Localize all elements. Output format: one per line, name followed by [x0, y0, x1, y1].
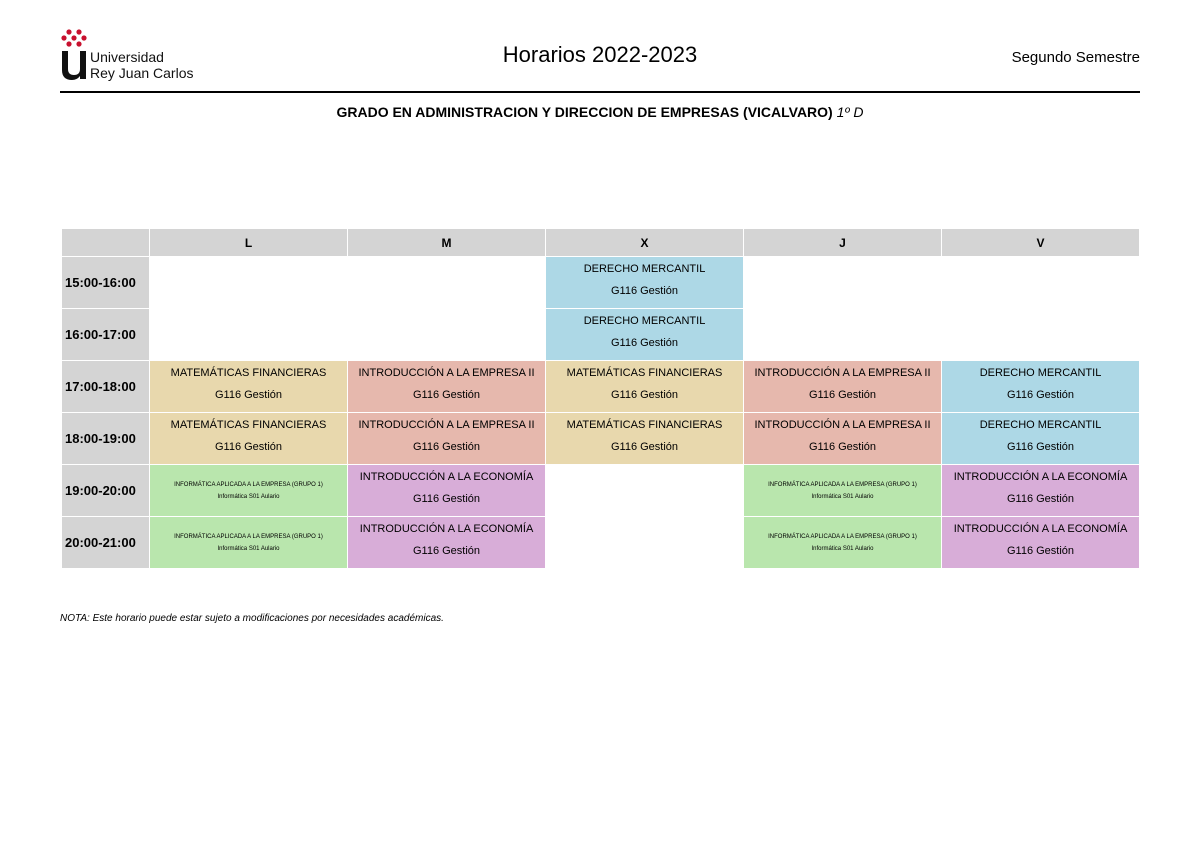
- room-name: G116 Gestión: [412, 441, 481, 453]
- room-name: G116 Gestión: [412, 493, 481, 505]
- course-name: INTRODUCCIÓN A LA EMPRESA II: [754, 367, 931, 379]
- class-cell-content: [744, 466, 941, 515]
- class-cell: [744, 517, 942, 569]
- class-cell: [546, 361, 744, 413]
- class-cell-content: [348, 362, 545, 411]
- course-name: INTRODUCCIÓN A LA ECONOMÍA: [953, 471, 1128, 483]
- day-header: J: [744, 229, 942, 257]
- class-cell: [150, 413, 348, 465]
- class-cell-content: [744, 518, 941, 567]
- university-name-line2: Rey Juan Carlos: [90, 65, 194, 81]
- course-name: DERECHO MERCANTIL: [979, 367, 1102, 379]
- class-cell: [942, 361, 1140, 413]
- course-name: INTRODUCCIÓN A LA ECONOMÍA: [359, 471, 534, 483]
- room-name: Informática S01 Aulario: [217, 546, 280, 552]
- time-slot-label: 19:00-20:00: [62, 465, 150, 517]
- schedule-header-row: [62, 229, 1140, 257]
- room-name: G116 Gestión: [610, 389, 679, 401]
- degree-group: 1º D: [836, 104, 864, 120]
- class-cell-content: [150, 362, 347, 411]
- schedule-row: [62, 413, 1140, 465]
- course-name: INTRODUCCIÓN A LA ECONOMÍA: [359, 523, 534, 535]
- class-cell: [348, 413, 546, 465]
- class-cell: [744, 465, 942, 517]
- empty-cell: [744, 257, 942, 309]
- time-slot-label: 20:00-21:00: [62, 517, 150, 569]
- schedule-row: [62, 361, 1140, 413]
- schedule-row: [62, 257, 1140, 309]
- header-divider: [60, 91, 1140, 93]
- day-header: M: [348, 229, 546, 257]
- class-cell-content: [348, 414, 545, 463]
- class-cell: [942, 465, 1140, 517]
- room-name: G116 Gestión: [1006, 389, 1075, 401]
- schedule-row: [62, 517, 1140, 569]
- class-cell-content: [744, 362, 941, 411]
- schedule-row: [62, 465, 1140, 517]
- time-slot-label: 17:00-18:00: [62, 361, 150, 413]
- room-name: Informática S01 Aulario: [217, 494, 280, 500]
- course-name: MATEMÁTICAS FINANCIERAS: [566, 419, 723, 431]
- course-name: MATEMÁTICAS FINANCIERAS: [170, 419, 327, 431]
- class-cell-content: [744, 414, 941, 463]
- room-name: G116 Gestión: [1006, 441, 1075, 453]
- empty-cell: [546, 517, 744, 569]
- course-name: INFORMÁTICA APLICADA A LA EMPRESA (GRUPO 1): [174, 534, 323, 540]
- room-name: G116 Gestión: [610, 285, 679, 297]
- day-header: X: [546, 229, 744, 257]
- empty-cell: [150, 257, 348, 309]
- schedule-note: NOTA: Este horario puede estar sujeto a modificaciones por necesidades académicas.: [60, 613, 444, 624]
- empty-cell: [942, 257, 1140, 309]
- empty-cell: [546, 465, 744, 517]
- class-cell: [546, 413, 744, 465]
- class-cell: [744, 361, 942, 413]
- time-slot-label: 16:00-17:00: [62, 309, 150, 361]
- degree-name: GRADO EN ADMINISTRACION Y DIRECCION DE EMPRESAS (VICALVARO): [336, 104, 833, 120]
- course-name: MATEMÁTICAS FINANCIERAS: [566, 367, 723, 379]
- university-name-line1: Universidad: [90, 49, 164, 65]
- day-header: V: [942, 229, 1140, 257]
- class-cell-content: [546, 258, 743, 307]
- class-cell: [942, 413, 1140, 465]
- course-name: DERECHO MERCANTIL: [583, 263, 706, 275]
- course-name: MATEMÁTICAS FINANCIERAS: [170, 367, 327, 379]
- class-cell: [150, 465, 348, 517]
- class-cell-content: [546, 414, 743, 463]
- room-name: G116 Gestión: [412, 545, 481, 557]
- course-name: INTRODUCCIÓN A LA EMPRESA II: [358, 419, 535, 431]
- room-name: Informática S01 Aulario: [811, 494, 874, 500]
- empty-cell: [348, 309, 546, 361]
- class-cell: [348, 465, 546, 517]
- schedule-table: [61, 228, 1140, 569]
- room-name: G116 Gestión: [808, 441, 877, 453]
- class-cell: [942, 517, 1140, 569]
- class-cell-content: [942, 414, 1139, 463]
- room-name: G116 Gestión: [1006, 493, 1075, 505]
- class-cell-content: [348, 466, 545, 515]
- empty-cell: [744, 309, 942, 361]
- class-cell-content: [150, 466, 347, 515]
- course-name: INTRODUCCIÓN A LA EMPRESA II: [358, 367, 535, 379]
- class-cell: [150, 517, 348, 569]
- semester-label: Segundo Semestre: [1011, 49, 1140, 66]
- class-cell-content: [942, 466, 1139, 515]
- class-cell-content: [150, 518, 347, 567]
- class-cell: [348, 517, 546, 569]
- course-name: DERECHO MERCANTIL: [583, 315, 706, 327]
- class-cell: [546, 309, 744, 361]
- room-name: G116 Gestión: [214, 389, 283, 401]
- class-cell-content: [546, 362, 743, 411]
- course-name: INTRODUCCIÓN A LA EMPRESA II: [754, 419, 931, 431]
- class-cell-content: [348, 518, 545, 567]
- room-name: G116 Gestión: [610, 441, 679, 453]
- empty-cell: [942, 309, 1140, 361]
- course-name: INFORMÁTICA APLICADA A LA EMPRESA (GRUPO 1): [768, 534, 917, 540]
- course-name: INFORMÁTICA APLICADA A LA EMPRESA (GRUPO 1): [768, 482, 917, 488]
- time-slot-label: 15:00-16:00: [62, 257, 150, 309]
- room-name: Informática S01 Aulario: [811, 546, 874, 552]
- class-cell-content: [150, 414, 347, 463]
- class-cell-content: [942, 362, 1139, 411]
- class-cell: [546, 257, 744, 309]
- room-name: G116 Gestión: [1006, 545, 1075, 557]
- empty-cell: [348, 257, 546, 309]
- course-name: INFORMÁTICA APLICADA A LA EMPRESA (GRUPO 1): [174, 482, 323, 488]
- empty-cell: [150, 309, 348, 361]
- page-title: Horarios 2022-2023: [502, 42, 698, 67]
- course-name: DERECHO MERCANTIL: [979, 419, 1102, 431]
- day-header: L: [150, 229, 348, 257]
- corner-cell: [62, 229, 150, 257]
- class-cell-content: [942, 518, 1139, 567]
- class-cell: [348, 361, 546, 413]
- degree-heading: [0, 104, 1200, 120]
- room-name: G116 Gestión: [214, 441, 283, 453]
- time-slot-label: 18:00-19:00: [62, 413, 150, 465]
- room-name: G116 Gestión: [610, 337, 679, 349]
- room-name: G116 Gestión: [808, 389, 877, 401]
- course-name: INTRODUCCIÓN A LA ECONOMÍA: [953, 523, 1128, 535]
- class-cell: [744, 413, 942, 465]
- class-cell-content: [546, 310, 743, 359]
- room-name: G116 Gestión: [412, 389, 481, 401]
- class-cell: [150, 361, 348, 413]
- schedule-row: [62, 309, 1140, 361]
